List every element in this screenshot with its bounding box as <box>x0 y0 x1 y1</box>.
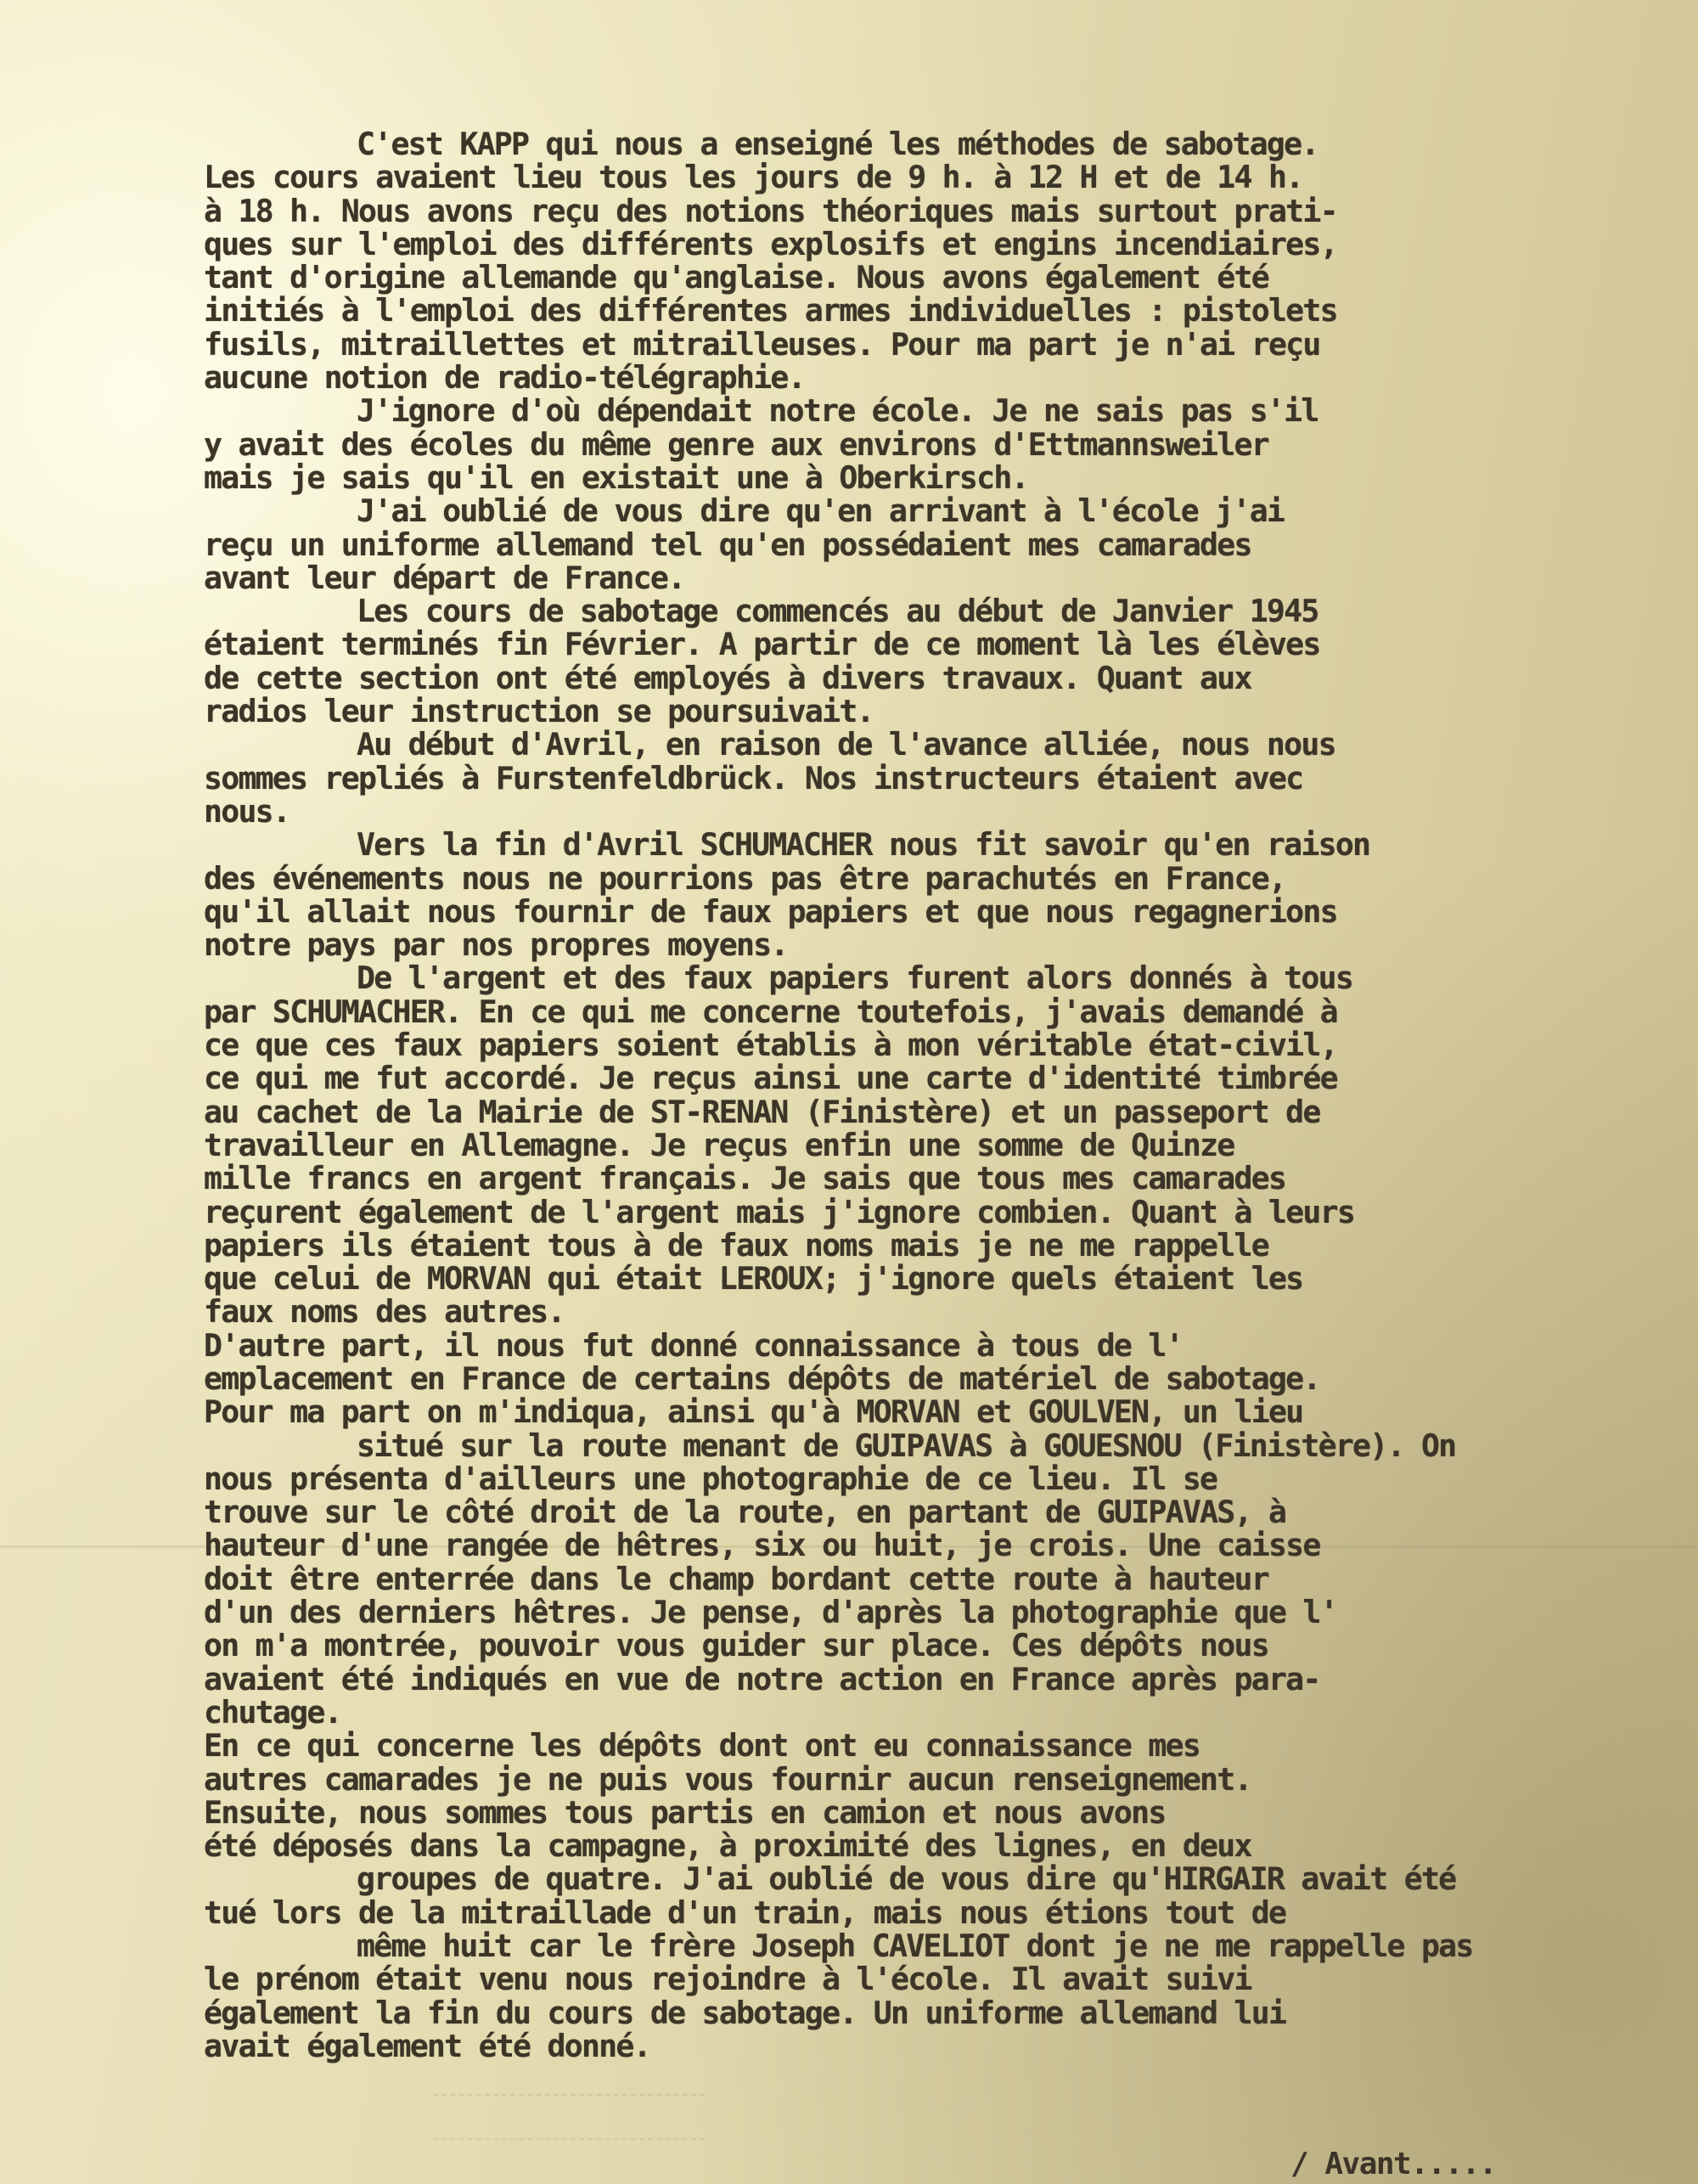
text-line: avaient été indiqués en vue de notre action en France après para- <box>204 1660 1320 1697</box>
text-line: qu'il allait nous fournir de faux papiers et que nous regagnerions <box>204 892 1337 930</box>
text-line: Ensuite, nous sommes tous partis en camion et nous avons <box>204 1793 1166 1831</box>
text-line: tant d'origine allemande qu'anglaise. Nous avons également été <box>204 259 1268 296</box>
text-line <box>204 2063 1673 2096</box>
text-line: des événements nous ne pourrions pas être parachutés en France, <box>204 859 1286 897</box>
text-line: autres camarades je ne puis vous fournir aucun renseignement. <box>204 1760 1251 1798</box>
text-line <box>204 2097 1673 2130</box>
text-line: Les cours avaient lieu tous les jours de 9 h. à 12 H et de 14 h. <box>204 159 1303 196</box>
text-line: nous présenta d'ailleurs une photographie de ce lieu. Il se <box>204 1460 1217 1497</box>
text-line: par SCHUMACHER. En ce qui me concerne toutefois, j'avais demandé à <box>204 993 1337 1030</box>
text-line: reçurent également de l'argent mais j'ignore combien. Quant à leurs <box>204 1193 1355 1230</box>
text-line: ce que ces faux papiers soient établis à mon véritable état-civil, <box>204 1027 1337 1064</box>
text-line: reçu un uniforme allemand tel qu'en possédaient mes camarades <box>204 526 1251 563</box>
text-line: avant leur départ de France. <box>204 559 685 596</box>
text-line: De l'argent et des faux papiers furent alors donnés à tous <box>357 960 1353 997</box>
faint-typed-marks <box>433 2094 705 2140</box>
text-line: Les cours de sabotage commencés au début de Janvier 1945 <box>357 593 1318 630</box>
text-line: chutage. <box>204 1693 341 1731</box>
text-line: hauteur d'une rangée de hêtres, six ou huit, je crois. Une caisse <box>204 1527 1320 1564</box>
text-line: même huit car le frère Joseph CAVELIOT dont je ne me rappelle pas <box>357 1928 1473 1965</box>
text-line: ce qui me fut accordé. Je reçus ainsi une carte d'identité timbrée <box>204 1060 1337 1097</box>
text-line: été déposés dans la campagne, à proximité des lignes, en deux <box>204 1827 1251 1865</box>
text-line: J'ignore d'où dépendait notre école. Je ne sais pas s'il <box>357 392 1318 430</box>
text-line: on m'a montrée, pouvoir vous guider sur place. Ces dépôts nous <box>204 1627 1268 1664</box>
text-line: tué lors de la mitraillade d'un train, mais nous étions tout de <box>204 1894 1286 1931</box>
text-line: doit être enterrée dans le champ bordant cette route à hauteur <box>204 1560 1268 1597</box>
text-line: avait également été donné. <box>204 2027 650 2064</box>
text-line: également la fin du cours de sabotage. Un uniforme allemand lui <box>204 1994 1286 2031</box>
text-line: Vers la fin d'Avril SCHUMACHER nous fit savoir qu'en raison <box>357 826 1370 864</box>
text-line: J'ai oublié de vous dire qu'en arrivant à l'école j'ai <box>357 493 1285 530</box>
text-line: y avait des écoles du même genre aux environs d'Ettmannsweiler <box>204 425 1268 463</box>
text-line: que celui de MORVAN qui était LEROUX; j'ignore quels étaient les <box>204 1260 1303 1297</box>
text-line: travailleur en Allemagne. Je reçus enfin une somme de Quinze <box>204 1126 1234 1163</box>
text-line: au cachet de la Mairie de ST-RENAN (Finistère) et un passeport de <box>204 1093 1320 1130</box>
text-line: mille francs en argent français. Je sais que tous mes camarades <box>204 1160 1286 1197</box>
text-line: trouve sur le côté droit de la route, en partant de GUIPAVAS, à <box>204 1494 1286 1531</box>
text-line: D'autre part, il nous fut donné connaissance à tous de l' <box>204 1326 1183 1364</box>
text-line: papiers ils étaient tous à de faux noms mais je ne me rappelle <box>204 1226 1268 1264</box>
text-line: sommes repliés à Furstenfeldbrück. Nos instructeurs étaient avec <box>204 759 1303 796</box>
text-line: emplacement en France de certains dépôts de matériel de sabotage. <box>204 1359 1320 1397</box>
text-line: le prénom était venu nous rejoindre à l'école. Il avait suivi <box>204 1961 1251 1998</box>
text-line: C'est KAPP qui nous a enseigné les méthodes de sabotage. <box>357 126 1318 162</box>
text-line: mais je sais qu'il en existait une à Oberkirsch. <box>204 459 1028 496</box>
text-line: ques sur l'emploi des différents explosifs et engins incendiaires, <box>204 225 1337 262</box>
text-line: nous. <box>204 792 290 830</box>
text-line: aucune notion de radio-télégraphie. <box>204 359 805 397</box>
text-line: fusils, mitraillettes et mitrailleuses. Pour ma part je n'ai reçu <box>204 325 1320 363</box>
text-line: de cette section ont été employés à divers travaux. Quant aux <box>204 659 1251 696</box>
text-line: d'un des derniers hêtres. Je pense, d'après la photographie que l' <box>204 1594 1337 1631</box>
text-line: Au début d'Avril, en raison de l'avance alliée, nous nous <box>357 726 1335 763</box>
text-line: groupes de quatre. J'ai oublié de vous dire qu'HIRGAIR avait été <box>357 1860 1456 1898</box>
text-line: Pour ma part on m'indiqua, ainsi qu'à MORVAN et GOULVEN, un lieu <box>204 1393 1303 1431</box>
text-line: radios leur instruction se poursuivait. <box>204 693 874 730</box>
continuation-marker: / Avant..... <box>1290 2147 1497 2181</box>
text-line: étaient terminés fin Février. A partir de ce moment là les élèves <box>204 626 1320 663</box>
text-line: situé sur la route menant de GUIPAVAS à GOUESNOU (Finistère). On <box>357 1427 1456 1464</box>
text-line: faux noms des autres. <box>204 1293 565 1331</box>
text-line: à 18 h. Nous avons reçu des notions théoriques mais surtout prati- <box>204 192 1337 229</box>
page-body-text <box>204 127 1673 2184</box>
text-line: initiés à l'emploi des différentes armes individuelles : pistolets <box>204 292 1337 329</box>
text-line: En ce qui concerne les dépôts dont ont eu connaissance mes <box>204 1727 1200 1765</box>
text-line: notre pays par nos propres moyens. <box>204 926 788 964</box>
